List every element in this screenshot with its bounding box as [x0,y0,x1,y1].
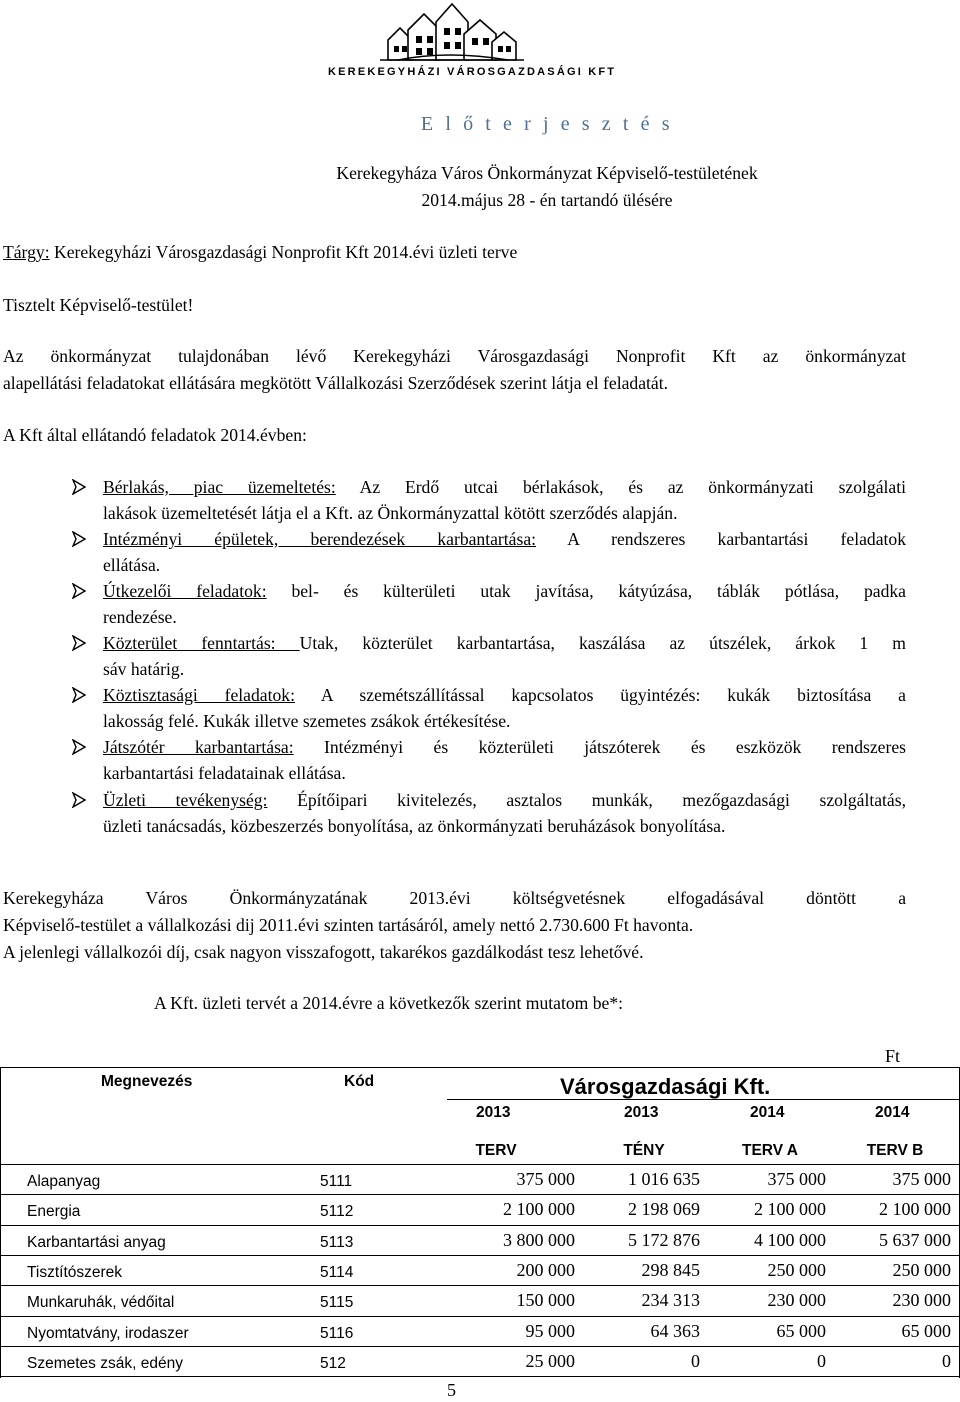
table-cell-value: 230 000 [767,1290,826,1311]
unit-label: Ft [885,1046,901,1066]
table-cell-value: 298 845 [641,1259,700,1280]
table-row-border [0,1225,960,1226]
table-cell-value: 0 [942,1350,951,1371]
plan-type-header: TERV B [866,1142,924,1159]
table-row-border [0,1346,960,1347]
task-item-title: Útkezelői feladatok: [103,581,267,601]
plan-intro: A Kft. üzleti tervét a 2014.évre a következők szerint mutatom be*: [154,993,624,1013]
table-cell-value: 375 000 [892,1169,951,1189]
table-cell-value: 1 016 635 [628,1169,700,1189]
col-header-code: Kód [344,1073,375,1090]
table-cell-value: 64 363 [650,1320,700,1341]
table-cell-value: 230 000 [892,1290,951,1311]
table-cell-value: 2 100 000 [879,1199,951,1220]
budget-line-1: Kerekegyháza Város Önkormányzatának 2013.évi költségvetésnek elfogadásával döntött a [3,888,906,908]
task-item-text: Az Erdő utcai bérlakások, és az önkormányzati szolgálati [335,477,906,497]
table-row-code: 5114 [320,1263,354,1281]
intro-line-1: Az önkormányzat tulajdonában lévő Kerekegyházi Városgazdasági Nonprofit Kft az önkormányzat [3,346,906,366]
logo-text: KEREKEGYHÁZI VÁROSGAZDASÁGI KFT [328,66,617,78]
task-item-title: Intézményi épületek, berendezések karbantartása: [103,529,537,549]
table-row-code: 5111 [320,1173,353,1190]
task-item-line-2: sáv határig. [103,659,185,679]
table-cell-value: 2 100 000 [754,1199,826,1220]
task-item-line-1 [103,581,906,602]
table-cell-value: 25 000 [525,1350,575,1371]
table-row-border [0,1285,960,1286]
table-row-border [0,1255,960,1256]
header-bottom-border [0,1164,960,1165]
year-header: 2013 [624,1104,659,1121]
arrowhead-bullet-icon [72,635,86,656]
task-item-title: Játszótér karbantartása: [103,737,294,757]
table-cell-value: 2 198 069 [628,1199,700,1220]
task-item-line-2: lakások üzemeltetését látja el a Kft. az Önkormányzattal kötött szerződés alapján. [103,503,678,523]
task-item-line-1 [103,633,906,654]
tasks-heading: A Kft által ellátandó feladatok 2014.évben: [3,425,307,445]
company-header: Városgazdasági Kft. [560,1074,771,1099]
task-item-text: Építőipari kivitelezés, asztalos munkák, mezőgazdasági szolgáltatás, [267,790,906,810]
table-cell-value: 375 000 [516,1169,575,1189]
table-row-name: Alapanyag [27,1173,101,1190]
table-cell-value: 150 000 [516,1290,575,1311]
task-item-line-1 [103,790,906,811]
page-number: 5 [447,1380,456,1400]
subject-text: Kerekegyházi Városgazdasági Nonprofit Kft 2014.évi üzleti terve [49,242,518,262]
table-row-code: 5112 [320,1203,354,1221]
arrowhead-bullet-icon [72,479,86,500]
table-cell-value: 250 000 [892,1259,951,1280]
table-row-code: 5113 [320,1233,354,1251]
task-item-title: Üzleti tevékenység: [103,790,268,810]
arrowhead-bullet-icon [72,739,86,760]
table-cell-value: 375 000 [767,1169,826,1189]
table-cell-value: 5 172 876 [628,1229,700,1250]
task-item-text: A szemétszállítással kapcsolatos ügyintézés: kukák biztosítása a [294,685,906,705]
table-cell-value: 200 000 [516,1259,575,1280]
table-cell-value: 65 000 [901,1320,951,1341]
task-item-text: bel- és külterületi utak javítása, kátyúzása, táblák pótlása, padka [266,581,906,601]
table-row-name: Nyomtatvány, irodaszer [27,1324,189,1342]
table-row-name: Karbantartási anyag [27,1233,166,1251]
subject-label: Tárgy: [3,242,50,262]
table-top-border [0,1067,960,1068]
table-row-border [0,1376,960,1377]
year-header: 2014 [750,1104,785,1121]
task-item-line-1 [103,737,906,758]
table-cell-value: 95 000 [525,1320,575,1341]
table-left-border [0,1067,1,1378]
year-header: 2014 [875,1104,910,1121]
task-item-line-2: karbantartási feladatainak ellátása. [103,763,346,783]
table-row-name: Tisztítószerek [27,1263,123,1281]
table-cell-value: 234 313 [641,1290,700,1311]
table-row-name: Szemetes zsák, edény [27,1354,183,1372]
task-item-title: Köztisztasági feladatok: [103,685,295,705]
table-row-name: Energia [27,1203,81,1221]
task-item-text: Utak, közterület karbantartása, kaszálása az útszélek, árkok 1 m [299,633,906,653]
table-cell-value: 5 637 000 [879,1229,951,1250]
task-item-title: Bérlakás, piac üzemeltetés: [103,477,336,497]
table-row-code: 5115 [320,1294,354,1312]
arrowhead-bullet-icon [72,687,86,708]
task-item-line-1 [103,477,906,498]
table-cell-value: 65 000 [776,1320,826,1341]
table-row-name: Munkaruhák, védőital [27,1294,175,1312]
addressee-line-1: Kerekegyháza Város Önkormányzat Képviselő-testületének [336,163,758,183]
year-header: 2013 [476,1104,511,1121]
task-item-line-2: ellátása. [103,555,161,575]
document-title: E l ő t e r j e s z t é s [420,113,674,135]
addressee-line-2: 2014.május 28 - én tartandó ülésére [421,190,673,210]
table-row-border [0,1194,960,1195]
table-row-code: 512 [320,1354,346,1372]
table-row-border [0,1316,960,1317]
plan-type-header: TERV [475,1142,517,1159]
task-item-text: A rendszeres karbantartási feladatok [536,529,906,549]
arrowhead-bullet-icon [72,792,86,813]
task-item-line-2: lakosság felé. Kukák illetve szemetes zsákok értékesítése. [103,711,511,731]
task-item-title: Közterület fenntartás: [103,633,300,653]
table-cell-value: 3 800 000 [503,1229,575,1250]
task-item-line-2: rendezése. [103,607,177,627]
table-cell-value: 0 [817,1350,826,1371]
plan-type-header: TERV A [742,1142,798,1159]
budget-line-3: A jelenlegi vállalkozói díj, csak nagyon visszafogott, takarékos gazdálkodást tesz lehetővé. [3,942,644,962]
table-row-code: 5116 [320,1324,354,1342]
arrowhead-bullet-icon [72,531,86,552]
plan-type-header: TÉNY [623,1142,665,1159]
task-item-line-2: üzleti tanácsadás, közbeszerzés bonyolítása, az önkormányzati beruházások bonyolítása. [103,816,726,836]
budget-line-2: Képviselő-testület a vállalkozási dij 2011.évi szinten tartásáról, amely nettó 2.730.600 Ft havonta. [3,915,694,935]
table-cell-value: 2 100 000 [503,1199,575,1220]
intro-line-2: alapellátási feladatokat ellátására megkötött Vállalkozási Szerződések szerint látja el feladatát. [3,373,668,393]
arrowhead-bullet-icon [72,583,86,604]
subject-line [3,242,517,263]
task-item-line-1 [103,529,906,550]
col-header-name: Megnevezés [101,1073,193,1090]
salutation: Tisztelt Képviselő-testület! [3,295,194,315]
table-cell-value: 250 000 [767,1259,826,1280]
task-item-text: Intézményi és közterületi játszóterek és eszközök rendszeres [293,737,906,757]
table-cell-value: 4 100 000 [754,1229,826,1250]
table-cell-value: 0 [691,1350,700,1371]
task-item-line-1 [103,685,906,706]
